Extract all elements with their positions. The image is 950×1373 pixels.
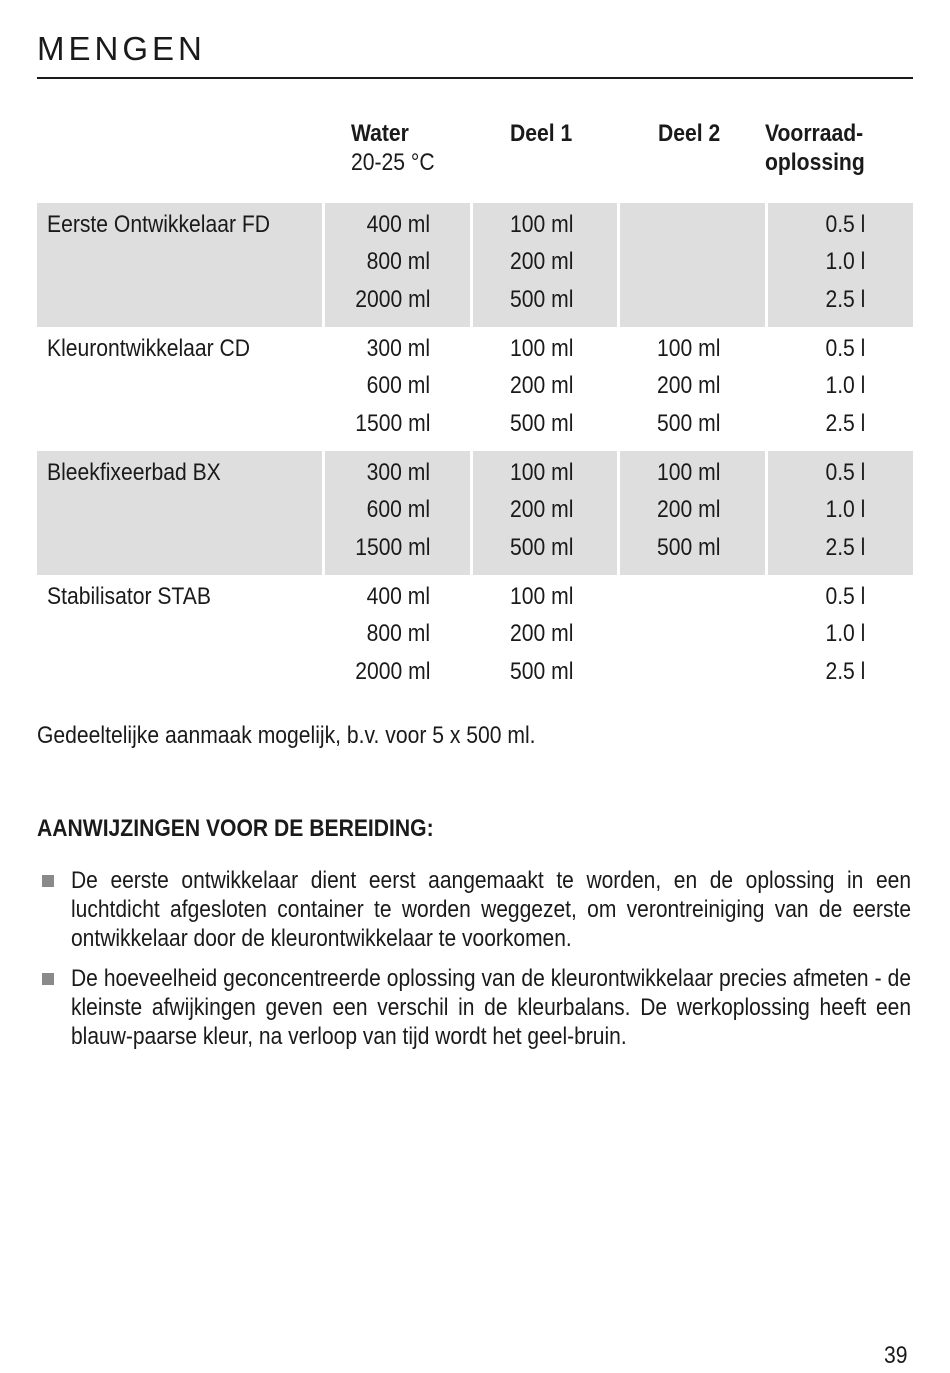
water-value: 600 ml — [366, 496, 430, 524]
water-cell — [322, 451, 470, 575]
header-deel2: Deel 2 — [658, 120, 721, 147]
partial-mixing-note: Gedeeltelijke aanmaak mogelijk, b.v. voor 5 x 500 ml. — [37, 722, 536, 749]
row-name: Stabilisator STAB — [47, 583, 211, 610]
mixing-table — [37, 203, 913, 699]
table-row — [37, 451, 913, 575]
stock-value: 2.5 l — [825, 533, 865, 561]
header-deel1: Deel 1 — [510, 120, 573, 147]
deel2-cell — [617, 203, 765, 327]
instruction-text: De eerste ontwikkelaar dient eerst aangemaakt te worden, en de oplossing in een luchtdicht afgesloten container te worden weggezet, om verontreiniging van de eerste ontwikkelaar door de kleurontwikkelaar te voorkomen. — [71, 867, 911, 952]
stock-value: 1.0 l — [825, 248, 865, 276]
deel1-value: 100 ml — [510, 459, 574, 486]
page-number: 39 — [884, 1342, 908, 1369]
row-name-cell — [37, 327, 322, 451]
water-cell — [322, 327, 470, 451]
table-row — [37, 203, 913, 327]
header-water — [351, 119, 435, 177]
deel1-value: 200 ml — [510, 248, 574, 276]
deel1-value: 500 ml — [510, 657, 574, 685]
water-cell — [322, 203, 470, 327]
deel2-value: 100 ml — [657, 335, 721, 362]
title-divider — [37, 77, 913, 79]
stock-value: 0.5 l — [825, 459, 865, 486]
deel1-value: 500 ml — [510, 285, 574, 313]
deel1-value: 500 ml — [510, 533, 574, 561]
header-stock-line2: oplossing — [765, 149, 865, 176]
deel2-cell — [617, 575, 765, 699]
stock-value: 1.0 l — [825, 620, 865, 648]
row-name: Bleekfixeerbad BX — [47, 459, 221, 486]
stock-value: 1.0 l — [825, 496, 865, 524]
square-bullet-icon — [42, 875, 54, 887]
header-water-temperature: 20-25 °C — [351, 149, 435, 176]
stock-cell — [765, 327, 913, 451]
header-stock-line1: Voorraad- — [765, 120, 864, 147]
water-value: 1500 ml — [354, 533, 430, 561]
page-title: MENGEN — [37, 30, 206, 67]
deel1-value: 200 ml — [510, 496, 574, 524]
water-value: 1500 ml — [354, 409, 430, 437]
stock-value: 0.5 l — [825, 335, 865, 362]
deel1-value: 100 ml — [510, 583, 574, 610]
deel1-value: 500 ml — [510, 409, 574, 437]
stock-value: 2.5 l — [825, 657, 865, 685]
instructions-heading: AANWIJZINGEN VOOR DE BEREIDING: — [37, 815, 434, 842]
deel2-value: 100 ml — [657, 459, 721, 486]
water-value: 800 ml — [366, 620, 430, 648]
deel2-value: 500 ml — [657, 533, 721, 561]
deel1-cell — [470, 203, 617, 327]
row-name-cell — [37, 575, 322, 699]
deel2-cell — [617, 327, 765, 451]
header-stock-solution — [765, 119, 865, 177]
water-value: 400 ml — [366, 211, 430, 238]
row-name: Eerste Ontwikkelaar FD — [47, 211, 270, 238]
stock-cell — [765, 203, 913, 327]
stock-value: 2.5 l — [825, 285, 865, 313]
water-value: 2000 ml — [354, 285, 430, 313]
row-name-cell — [37, 451, 322, 575]
deel1-cell — [470, 327, 617, 451]
instruction-text: De hoeveelheid geconcentreerde oplossing van de kleurontwikkelaar precies afmeten - de kleinste afwijkingen geven een verschil in de kleurbalans. De werkoplossing heeft een blauw-paarse kleur, na verloop van tijd wordt het geel-bruin. — [71, 965, 911, 1050]
stock-value: 0.5 l — [825, 211, 865, 238]
deel2-value: 500 ml — [657, 409, 721, 437]
water-cell — [322, 575, 470, 699]
deel2-value: 200 ml — [657, 496, 721, 524]
water-value: 2000 ml — [354, 657, 430, 685]
deel1-value: 100 ml — [510, 211, 574, 238]
table-row — [37, 575, 913, 699]
water-value: 600 ml — [366, 372, 430, 400]
stock-value: 1.0 l — [825, 372, 865, 400]
stock-value: 2.5 l — [825, 409, 865, 437]
deel2-cell — [617, 451, 765, 575]
stock-value: 0.5 l — [825, 583, 865, 610]
deel1-value: 100 ml — [510, 335, 574, 362]
table-row — [37, 327, 913, 451]
deel2-value: 200 ml — [657, 372, 721, 400]
deel1-value: 200 ml — [510, 372, 574, 400]
water-value: 400 ml — [366, 583, 430, 610]
row-name-cell — [37, 203, 322, 327]
header-water-label: Water — [351, 120, 409, 147]
deel1-cell — [470, 575, 617, 699]
deel1-value: 200 ml — [510, 620, 574, 648]
water-value: 300 ml — [366, 459, 430, 486]
water-value: 800 ml — [366, 248, 430, 276]
stock-cell — [765, 451, 913, 575]
water-value: 300 ml — [366, 335, 430, 362]
stock-cell — [765, 575, 913, 699]
deel1-cell — [470, 451, 617, 575]
square-bullet-icon — [42, 973, 54, 985]
row-name: Kleurontwikkelaar CD — [47, 335, 251, 362]
